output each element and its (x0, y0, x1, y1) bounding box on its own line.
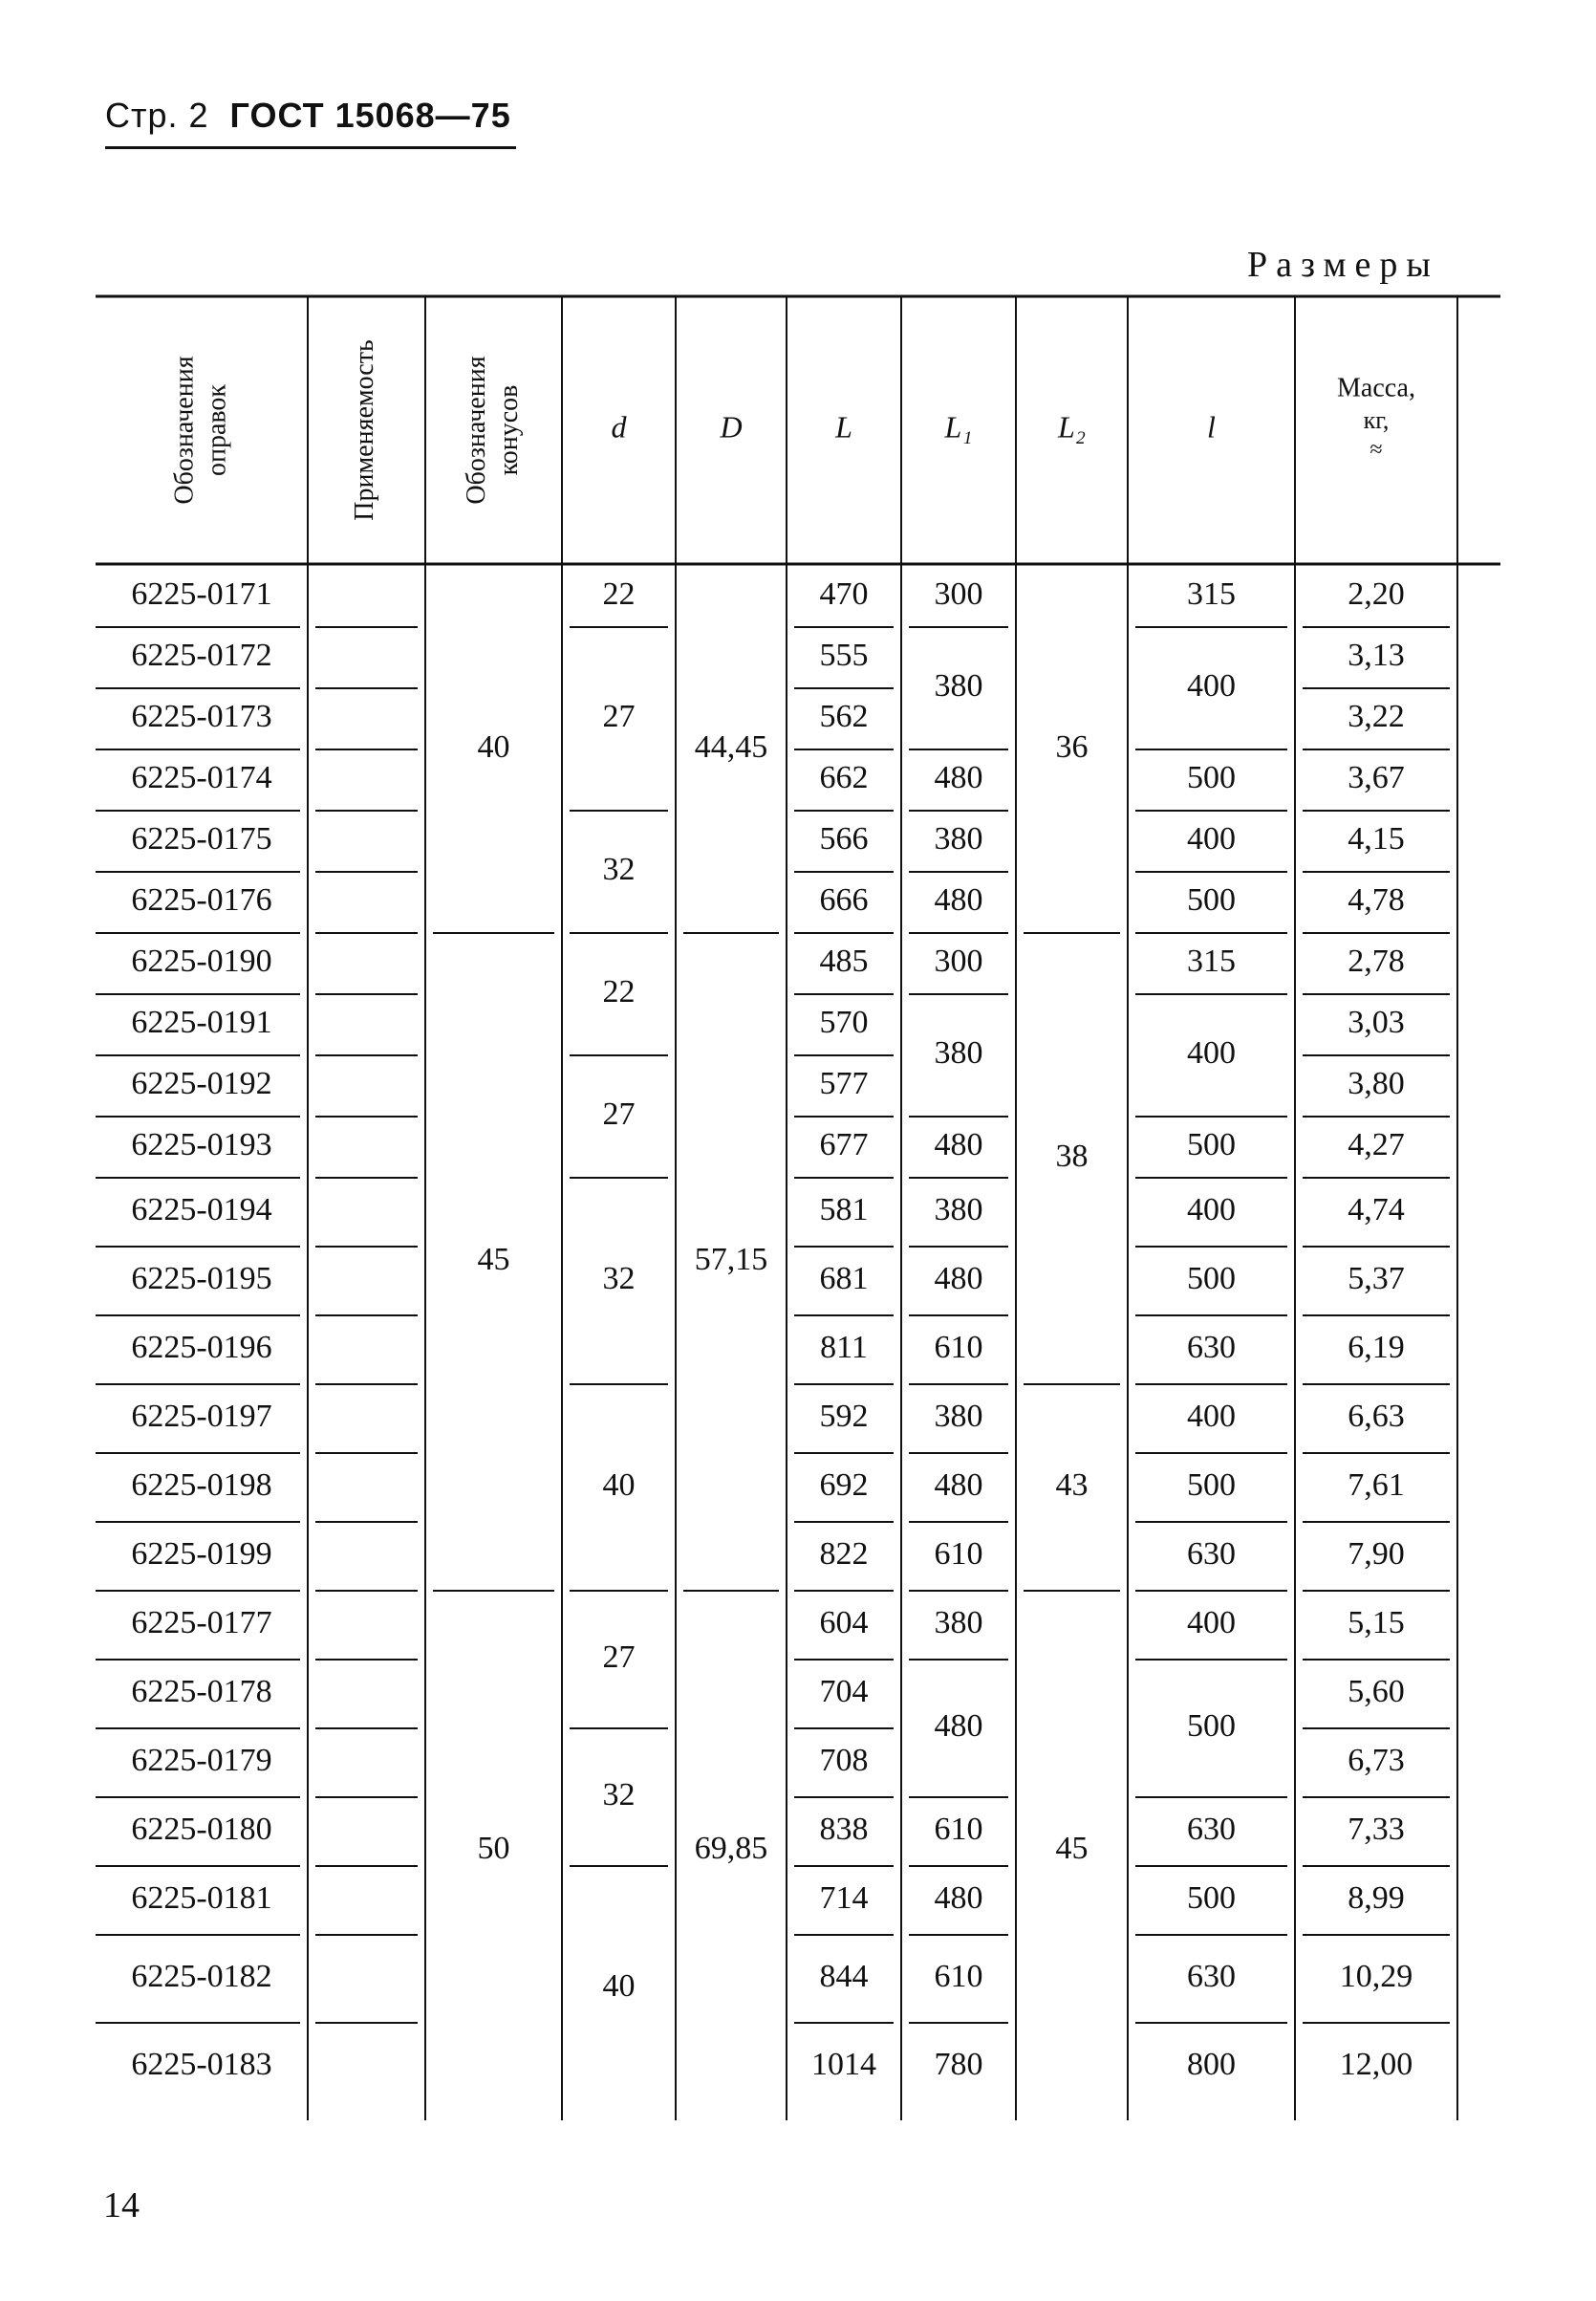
cell-r5-c8: 500 (1187, 881, 1236, 918)
page-number: 14 (103, 2185, 140, 2225)
header-1: Применяемость (349, 339, 379, 521)
cell-r7-c8: 400 (1187, 1034, 1236, 1071)
cell-r0-c0: 6225-0171 (131, 575, 272, 612)
cell-r20-c3: 40 (602, 1967, 636, 2004)
cell-r10-c8: 400 (1187, 1191, 1236, 1227)
cell-r11-c8: 500 (1187, 1260, 1236, 1296)
cell-r22-c6: 780 (934, 2046, 983, 2082)
header-5: L (835, 409, 852, 445)
cell-r19-c9: 7,33 (1348, 1811, 1405, 1847)
header-4: D (720, 409, 743, 445)
cell-r16-c0: 6225-0177 (131, 1604, 272, 1640)
cell-r1-c0: 6225-0172 (131, 637, 272, 673)
cell-r15-c6: 610 (934, 1535, 983, 1572)
cell-r12-c5: 811 (820, 1329, 868, 1365)
cell-r1-c3: 27 (602, 698, 636, 734)
header-8: l (1207, 409, 1216, 445)
header-mass-line1: Масса, (1337, 373, 1415, 403)
cell-r16-c7: 45 (1055, 1830, 1089, 1866)
cell-r20-c6: 480 (934, 1879, 983, 1916)
cell-r21-c8: 630 (1187, 1958, 1236, 1994)
cell-r13-c3: 40 (602, 1466, 636, 1503)
cell-r14-c0: 6225-0198 (131, 1466, 272, 1503)
cell-r3-c0: 6225-0174 (131, 759, 272, 795)
cell-r3-c6: 480 (934, 759, 983, 795)
cell-r18-c5: 708 (819, 1742, 869, 1778)
header-3: d (611, 409, 627, 445)
cell-r17-c6: 480 (934, 1707, 983, 1744)
cell-r17-c0: 6225-0178 (131, 1673, 272, 1709)
cell-r19-c6: 610 (934, 1811, 983, 1847)
cell-r13-c8: 400 (1187, 1398, 1236, 1434)
cell-r18-c9: 6,73 (1348, 1742, 1405, 1778)
cell-r13-c7: 43 (1055, 1466, 1089, 1503)
cell-r22-c8: 800 (1187, 2046, 1236, 2082)
cell-r0-c3: 22 (602, 575, 636, 612)
cell-r9-c9: 4,27 (1348, 1126, 1405, 1162)
cell-r4-c8: 400 (1187, 820, 1236, 857)
cell-r22-c9: 12,00 (1339, 2046, 1413, 2082)
cell-r8-c9: 3,80 (1348, 1065, 1405, 1101)
cell-r4-c9: 4,15 (1348, 820, 1405, 857)
cell-r14-c8: 500 (1187, 1466, 1236, 1503)
cell-r0-c9: 2,20 (1348, 575, 1405, 612)
header-mass-line3: ≈ (1370, 437, 1383, 463)
cell-r21-c5: 844 (819, 1958, 869, 1994)
cell-r15-c0: 6225-0199 (131, 1535, 272, 1572)
cell-r3-c8: 500 (1187, 759, 1236, 795)
cell-r14-c9: 7,61 (1348, 1466, 1405, 1503)
cell-r2-c5: 562 (819, 698, 869, 734)
cell-r2-c9: 3,22 (1348, 698, 1405, 734)
cell-r10-c6: 380 (934, 1191, 983, 1227)
cell-r14-c5: 692 (819, 1466, 869, 1503)
cell-r9-c0: 6225-0193 (131, 1126, 272, 1162)
cell-r5-c6: 480 (934, 881, 983, 918)
cell-r20-c9: 8,99 (1348, 1879, 1405, 1916)
cell-r16-c3: 27 (602, 1639, 636, 1675)
cell-r6-c2: 45 (477, 1241, 510, 1277)
cell-r8-c5: 577 (819, 1065, 869, 1101)
cell-r15-c9: 7,90 (1348, 1535, 1405, 1572)
cell-r12-c6: 610 (934, 1329, 983, 1365)
cell-r20-c8: 500 (1187, 1879, 1236, 1916)
cell-r19-c0: 6225-0180 (131, 1811, 272, 1847)
cell-r6-c7: 38 (1055, 1138, 1089, 1174)
cell-r14-c6: 480 (934, 1466, 983, 1503)
cell-r12-c9: 6,19 (1348, 1329, 1405, 1365)
cell-r13-c5: 592 (819, 1398, 869, 1434)
cell-r9-c5: 677 (819, 1126, 869, 1162)
cell-r8-c0: 6225-0192 (131, 1065, 272, 1101)
cell-r4-c3: 32 (602, 851, 636, 887)
cell-r18-c3: 32 (602, 1776, 636, 1813)
cell-r22-c5: 1014 (811, 2046, 876, 2082)
cell-r20-c5: 714 (819, 1879, 869, 1916)
cell-r0-c7: 36 (1055, 728, 1089, 765)
cell-r21-c0: 6225-0182 (131, 1958, 272, 1994)
cell-r6-c4: 57,15 (694, 1241, 768, 1277)
cell-r7-c5: 570 (819, 1004, 869, 1040)
standard-number: ГОСТ 15068—75 (229, 96, 511, 135)
cell-r11-c0: 6225-0195 (131, 1260, 272, 1296)
cell-r3-c5: 662 (819, 759, 869, 795)
page-label: Стр. 2 (105, 96, 209, 135)
cell-r7-c0: 6225-0191 (131, 1004, 272, 1040)
cell-r9-c6: 480 (934, 1126, 983, 1162)
header-7: L₂ (1058, 409, 1086, 445)
cell-r10-c5: 581 (819, 1191, 869, 1227)
cell-r16-c9: 5,15 (1348, 1604, 1405, 1640)
cell-r3-c9: 3,67 (1348, 759, 1405, 795)
cell-r13-c6: 380 (934, 1398, 983, 1434)
cell-r1-c5: 555 (819, 637, 869, 673)
cell-r6-c3: 22 (602, 973, 636, 1009)
cell-r7-c9: 3,03 (1348, 1004, 1405, 1040)
cell-r21-c6: 610 (934, 1958, 983, 1994)
cell-r4-c6: 380 (934, 820, 983, 857)
cell-r6-c9: 2,78 (1348, 943, 1405, 979)
cell-r6-c0: 6225-0190 (131, 943, 272, 979)
cell-r6-c6: 300 (934, 943, 983, 979)
cell-r16-c2: 50 (477, 1830, 510, 1866)
cell-r2-c0: 6225-0173 (131, 698, 272, 734)
cell-r0-c8: 315 (1187, 575, 1236, 612)
cell-r5-c0: 6225-0176 (131, 881, 272, 918)
cell-r17-c8: 500 (1187, 1707, 1236, 1744)
header-mass-line2: кг, (1363, 405, 1390, 434)
cell-r1-c8: 400 (1187, 667, 1236, 704)
cell-r15-c8: 630 (1187, 1535, 1236, 1572)
cell-r19-c5: 838 (819, 1811, 869, 1847)
cell-r6-c8: 315 (1187, 943, 1236, 979)
header-0-line1: Обозначения (169, 356, 200, 505)
cell-r5-c5: 666 (819, 881, 869, 918)
cell-r0-c2: 40 (477, 728, 510, 765)
header-2-line1: Обозначения (461, 356, 491, 505)
cell-r21-c9: 10,29 (1339, 1958, 1413, 1994)
cell-r7-c6: 380 (934, 1034, 983, 1071)
cell-r1-c9: 3,13 (1348, 637, 1405, 673)
cell-r15-c5: 822 (819, 1535, 869, 1572)
cell-r8-c3: 27 (602, 1096, 636, 1132)
cell-r19-c8: 630 (1187, 1811, 1236, 1847)
cell-r10-c9: 4,74 (1348, 1191, 1405, 1227)
cell-r17-c9: 5,60 (1348, 1673, 1405, 1709)
cell-r16-c4: 69,85 (694, 1830, 768, 1866)
cell-r18-c0: 6225-0179 (131, 1742, 272, 1778)
cell-r10-c3: 32 (602, 1260, 636, 1296)
cell-r12-c0: 6225-0196 (131, 1329, 272, 1365)
cell-r16-c8: 400 (1187, 1604, 1236, 1640)
cell-r0-c6: 300 (934, 575, 983, 612)
cell-r16-c5: 604 (819, 1604, 869, 1640)
cell-r20-c0: 6225-0181 (131, 1879, 272, 1916)
cell-r13-c9: 6,63 (1348, 1398, 1405, 1434)
cell-r11-c9: 5,37 (1348, 1260, 1405, 1296)
header-2-line2: конусов (493, 384, 524, 476)
cell-r1-c6: 380 (934, 667, 983, 704)
cell-r4-c0: 6225-0175 (131, 820, 272, 857)
cell-r5-c9: 4,78 (1348, 881, 1405, 918)
cell-r10-c0: 6225-0194 (131, 1191, 272, 1227)
cell-r11-c5: 681 (819, 1260, 869, 1296)
cell-r17-c5: 704 (819, 1673, 869, 1709)
cell-r0-c4: 44,45 (694, 728, 768, 765)
cell-r4-c5: 566 (819, 820, 869, 857)
sizes-label: Размеры (1247, 245, 1439, 285)
cell-r13-c0: 6225-0197 (131, 1398, 272, 1434)
header-0-line2: оправок (202, 383, 232, 477)
cell-r11-c6: 480 (934, 1260, 983, 1296)
cell-r16-c6: 380 (934, 1604, 983, 1640)
cell-r0-c5: 470 (819, 575, 869, 612)
cell-r9-c8: 500 (1187, 1126, 1236, 1162)
cell-r6-c5: 485 (819, 943, 869, 979)
cell-r12-c8: 630 (1187, 1329, 1236, 1365)
header-6: L₁ (944, 409, 973, 445)
cell-r22-c0: 6225-0183 (131, 2046, 272, 2082)
